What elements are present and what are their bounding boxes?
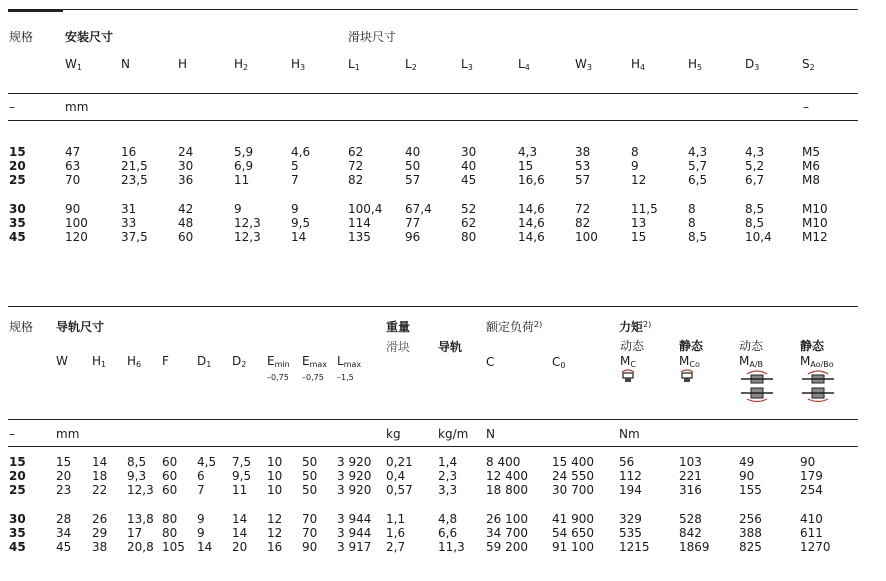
t1-cell: 7 bbox=[291, 173, 299, 187]
t2-dyn1: 动态 bbox=[620, 339, 645, 353]
t2-moment-header: 力矩$^{2)}$ bbox=[619, 320, 652, 334]
t1-cell: 12,3 bbox=[234, 216, 261, 230]
t2-cell: 17 bbox=[127, 526, 143, 540]
t2-mco-label: $M_{Co}$ bbox=[679, 354, 700, 369]
t1-cell: 4,3 bbox=[518, 145, 538, 159]
t1-col-header: $L_1$ bbox=[348, 57, 360, 72]
t2-cell: 1,6 bbox=[386, 526, 406, 540]
t2-cell: 91 100 bbox=[552, 540, 594, 554]
t1-cell: 82 bbox=[348, 173, 364, 187]
moment-maobo-icon bbox=[800, 368, 836, 404]
t2-cell: 34 bbox=[56, 526, 72, 540]
t1-spec-header: 规格 bbox=[9, 30, 34, 44]
t1-row-size: 20 bbox=[9, 159, 26, 173]
t2-cell: 6 bbox=[197, 469, 205, 483]
t1-block-header: 滑块尺寸 bbox=[348, 30, 397, 44]
t1-col-header: $D_3$ bbox=[745, 57, 760, 72]
t2-cell: 3 944 bbox=[337, 526, 372, 540]
t2-cell: 45 bbox=[56, 540, 72, 554]
t2-cell: 2,7 bbox=[386, 540, 406, 554]
t2-col-header: $H_1$ bbox=[92, 354, 107, 369]
t2-cell: 0,21 bbox=[386, 455, 413, 469]
t2-cell: 14 bbox=[92, 455, 108, 469]
t1-unit-mm: mm bbox=[65, 100, 89, 114]
t1-cell: 33 bbox=[121, 216, 137, 230]
t2-cell: 611 bbox=[800, 526, 823, 540]
t2-cell: 388 bbox=[739, 526, 762, 540]
t2-cell: 7 bbox=[197, 483, 205, 497]
t1-cell: 60 bbox=[178, 230, 194, 244]
t1-cell: M5 bbox=[802, 145, 820, 159]
t2-cell: 60 bbox=[162, 469, 178, 483]
t2-cell: 26 bbox=[92, 512, 108, 526]
t2-cell: 4,5 bbox=[197, 455, 217, 469]
table1-top-rule bbox=[8, 9, 858, 10]
t2-cell: 329 bbox=[619, 512, 642, 526]
t1-cell: 6,7 bbox=[745, 173, 765, 187]
t1-col-header: N bbox=[121, 57, 130, 71]
t2-cell: 179 bbox=[800, 469, 823, 483]
t2-cell: 0,4 bbox=[386, 469, 406, 483]
t1-cell: 12 bbox=[631, 173, 647, 187]
t1-row-size: 15 bbox=[9, 145, 26, 159]
t2-unit-rule bbox=[8, 446, 858, 447]
t2-cell: 20 bbox=[232, 540, 248, 554]
t2-col-header: $D_1$ bbox=[197, 354, 212, 369]
t1-cell: 135 bbox=[348, 230, 371, 244]
t2-header-rule bbox=[8, 419, 858, 420]
t1-col-header: H bbox=[178, 57, 188, 71]
t1-cell: 57 bbox=[405, 173, 421, 187]
t1-cell: 15 bbox=[518, 159, 534, 173]
t2-mab-label: $M_{A/B}$ bbox=[739, 354, 764, 369]
t1-col-header: $H_5$ bbox=[688, 57, 703, 72]
t2-cell: 9 bbox=[197, 512, 205, 526]
t2-unit: kg bbox=[386, 427, 401, 441]
t2-cell: 15 400 bbox=[552, 455, 594, 469]
t2-cell: 6,6 bbox=[438, 526, 458, 540]
t2-cell: 26 100 bbox=[486, 512, 528, 526]
t2-cell: 80 bbox=[162, 526, 178, 540]
t2-weight-rail: 导轨 bbox=[438, 340, 463, 354]
t2-cell: 90 bbox=[800, 455, 816, 469]
t2-cell: 1869 bbox=[679, 540, 710, 554]
t2-cell: 18 bbox=[92, 469, 108, 483]
t1-cell: 10,4 bbox=[745, 230, 772, 244]
t2-rail-header: 导轨尺寸 bbox=[56, 320, 105, 334]
t1-col-header: $W_1$ bbox=[65, 57, 82, 72]
t1-cell: 23,5 bbox=[121, 173, 148, 187]
t2-cell: 1270 bbox=[800, 540, 831, 554]
t1-col-header: $H_3$ bbox=[291, 57, 306, 72]
t2-cell: 50 bbox=[302, 455, 318, 469]
t1-cell: 42 bbox=[178, 202, 194, 216]
table2-top-rule bbox=[8, 306, 858, 307]
t1-cell: 8 bbox=[688, 202, 696, 216]
t2-cell: 12 bbox=[267, 512, 283, 526]
t2-cell: 535 bbox=[619, 526, 642, 540]
t2-cell: 7,5 bbox=[232, 455, 252, 469]
t2-row-size: 20 bbox=[9, 469, 26, 483]
t2-cell: 11 bbox=[232, 483, 248, 497]
t1-cell: 63 bbox=[65, 159, 81, 173]
t1-cell: 100,4 bbox=[348, 202, 383, 216]
t1-cell: 11,5 bbox=[631, 202, 658, 216]
t2-unit: – bbox=[9, 427, 15, 441]
t2-cell: 70 bbox=[302, 512, 318, 526]
t1-cell: 6,5 bbox=[688, 173, 708, 187]
t2-cell: 1215 bbox=[619, 540, 650, 554]
t2-cell: 1,4 bbox=[438, 455, 458, 469]
t2-cell: 56 bbox=[619, 455, 635, 469]
t1-cell: 21,5 bbox=[121, 159, 148, 173]
t2-cell: 8 400 bbox=[486, 455, 521, 469]
t2-cell: 10 bbox=[267, 455, 283, 469]
t2-cell: 20,8 bbox=[127, 540, 154, 554]
t1-unit-dash-end: – bbox=[803, 100, 809, 114]
t1-cell: 5,2 bbox=[745, 159, 765, 173]
t1-cell: 9,5 bbox=[291, 216, 311, 230]
t1-cell: 100 bbox=[575, 230, 598, 244]
t1-cell: 16 bbox=[121, 145, 137, 159]
t1-cell: 14,6 bbox=[518, 202, 545, 216]
t2-cell: 9,3 bbox=[127, 469, 147, 483]
t2-cell: 3,3 bbox=[438, 483, 458, 497]
t1-col-header: $S_2$ bbox=[802, 57, 815, 72]
t1-cell: 67,4 bbox=[405, 202, 432, 216]
t2-cell: 50 bbox=[302, 469, 318, 483]
t1-cell: 96 bbox=[405, 230, 421, 244]
t2-cell: 15 bbox=[56, 455, 72, 469]
t1-cell: 47 bbox=[65, 145, 81, 159]
moment-mco-icon bbox=[679, 369, 695, 383]
t2-cell: 3 920 bbox=[337, 483, 372, 497]
t1-cell: M8 bbox=[802, 173, 820, 187]
t2-cell: 8,5 bbox=[127, 455, 147, 469]
t1-cell: 8 bbox=[631, 145, 639, 159]
t2-cell: 12 400 bbox=[486, 469, 528, 483]
t2-col-header: F bbox=[162, 354, 169, 368]
t1-cell: 24 bbox=[178, 145, 194, 159]
t2-cell: 16 bbox=[267, 540, 283, 554]
t2-cell: 60 bbox=[162, 483, 178, 497]
t2-cell: 90 bbox=[302, 540, 318, 554]
t2-col-tolerance: –0,75 bbox=[267, 373, 289, 382]
t2-cell: 4,8 bbox=[438, 512, 458, 526]
t1-cell: 72 bbox=[575, 202, 591, 216]
t1-row-size: 45 bbox=[9, 230, 26, 244]
t2-cell: 1,1 bbox=[386, 512, 406, 526]
t2-row-size: 25 bbox=[9, 483, 26, 497]
t1-header-rule bbox=[8, 93, 858, 94]
t1-cell: 15 bbox=[631, 230, 647, 244]
t2-load-header: 额定负荷$^{2)}$ bbox=[486, 320, 543, 334]
t1-cell: 14,6 bbox=[518, 216, 545, 230]
t1-cell: 114 bbox=[348, 216, 371, 230]
t1-cell: 5,7 bbox=[688, 159, 708, 173]
t1-unit-rule bbox=[8, 120, 858, 121]
t2-cell: 29 bbox=[92, 526, 108, 540]
t1-cell: 38 bbox=[575, 145, 591, 159]
t2-cell: 410 bbox=[800, 512, 823, 526]
t2-weight-block: 滑块 bbox=[386, 340, 411, 354]
t2-cell: 90 bbox=[739, 469, 755, 483]
t2-spec-header: 规格 bbox=[9, 320, 34, 334]
t1-cell: 52 bbox=[461, 202, 477, 216]
t2-cell: 60 bbox=[162, 455, 178, 469]
t1-cell: 14 bbox=[291, 230, 307, 244]
t2-col-header: W bbox=[56, 354, 68, 368]
moment-mab-icon bbox=[739, 368, 775, 404]
t2-unit: Nm bbox=[619, 427, 640, 441]
table1-top-accent bbox=[8, 10, 63, 12]
t1-cell: 9 bbox=[631, 159, 639, 173]
t1-cell: 6,9 bbox=[234, 159, 254, 173]
t1-cell: 9 bbox=[291, 202, 299, 216]
t1-cell: 72 bbox=[348, 159, 364, 173]
t2-cell: 28 bbox=[56, 512, 72, 526]
t2-cell: 0,57 bbox=[386, 483, 413, 497]
t2-cell: 2,3 bbox=[438, 469, 458, 483]
t2-cell: 3 920 bbox=[337, 469, 372, 483]
t2-cell: 34 700 bbox=[486, 526, 528, 540]
t2-cell: 9 bbox=[197, 526, 205, 540]
t2-cell: 80 bbox=[162, 512, 178, 526]
t2-cell: 22 bbox=[92, 483, 108, 497]
t2-cell: 18 800 bbox=[486, 483, 528, 497]
t2-cell: 12 bbox=[267, 526, 283, 540]
t1-cell: 37,5 bbox=[121, 230, 148, 244]
t2-cell: 11,3 bbox=[438, 540, 465, 554]
t1-cell: 80 bbox=[461, 230, 477, 244]
t1-cell: 31 bbox=[121, 202, 137, 216]
t1-mount-header: 安装尺寸 bbox=[65, 30, 114, 44]
t2-col-header: $E_{min}$ bbox=[267, 354, 290, 369]
t1-cell: 30 bbox=[178, 159, 194, 173]
t1-cell: 70 bbox=[65, 173, 81, 187]
t1-cell: 40 bbox=[405, 145, 421, 159]
t1-cell: 57 bbox=[575, 173, 591, 187]
t2-col-header: $E_{max}$ bbox=[302, 354, 328, 369]
t2-unit: N bbox=[486, 427, 495, 441]
t2-cell: 256 bbox=[739, 512, 762, 526]
t2-cell: 842 bbox=[679, 526, 702, 540]
t2-cell: 528 bbox=[679, 512, 702, 526]
t1-cell: 16,6 bbox=[518, 173, 545, 187]
moment-mc-icon bbox=[620, 369, 636, 383]
t2-col-header: $D_2$ bbox=[232, 354, 247, 369]
t2-unit: kg/m bbox=[438, 427, 469, 441]
t2-cell: 316 bbox=[679, 483, 702, 497]
t2-cell: 825 bbox=[739, 540, 762, 554]
t1-cell: 8,5 bbox=[688, 230, 708, 244]
t1-cell: 120 bbox=[65, 230, 88, 244]
t1-cell: 4,3 bbox=[745, 145, 765, 159]
t1-cell: 5 bbox=[291, 159, 299, 173]
t2-cell: 14 bbox=[232, 526, 248, 540]
t2-mc-label: $M_C$ bbox=[620, 354, 636, 369]
t2-stat2: 静态 bbox=[800, 339, 825, 353]
t2-cell: 14 bbox=[232, 512, 248, 526]
t1-cell: 14,6 bbox=[518, 230, 545, 244]
t1-cell: 53 bbox=[575, 159, 591, 173]
t2-cell: 12,3 bbox=[127, 483, 154, 497]
t1-cell: 5,9 bbox=[234, 145, 254, 159]
t1-cell: M10 bbox=[802, 216, 828, 230]
t1-cell: M6 bbox=[802, 159, 820, 173]
t1-unit-dash: – bbox=[9, 100, 15, 114]
t1-cell: 48 bbox=[178, 216, 194, 230]
t2-col-header: $H_6$ bbox=[127, 354, 142, 369]
t1-cell: 13 bbox=[631, 216, 647, 230]
t2-col-tolerance: –1,5 bbox=[337, 373, 354, 382]
t2-cell: 50 bbox=[302, 483, 318, 497]
t2-unit: mm bbox=[56, 427, 80, 441]
t2-cell: 23 bbox=[56, 483, 72, 497]
t1-cell: 8,5 bbox=[745, 216, 765, 230]
t1-cell: 9 bbox=[234, 202, 242, 216]
t2-cell: 3 944 bbox=[337, 512, 372, 526]
t1-col-header: $W_3$ bbox=[575, 57, 592, 72]
t1-cell: 12,3 bbox=[234, 230, 261, 244]
t2-maobo-label: $M_{Ao/Bo}$ bbox=[800, 354, 834, 369]
t2-weight-header: 重量 bbox=[386, 320, 411, 334]
t1-cell: 40 bbox=[461, 159, 477, 173]
t1-cell: M12 bbox=[802, 230, 828, 244]
t2-col-header: $L_{max}$ bbox=[337, 354, 362, 369]
t1-cell: 100 bbox=[65, 216, 88, 230]
t2-c-label: C bbox=[486, 355, 495, 369]
t1-cell: 82 bbox=[575, 216, 591, 230]
t2-cell: 194 bbox=[619, 483, 642, 497]
t1-col-header: $L_3$ bbox=[461, 57, 473, 72]
t2-cell: 30 700 bbox=[552, 483, 594, 497]
t1-col-header: $L_2$ bbox=[405, 57, 417, 72]
t2-cell: 221 bbox=[679, 469, 702, 483]
t2-cell: 38 bbox=[92, 540, 108, 554]
t1-cell: 30 bbox=[461, 145, 477, 159]
t2-cell: 10 bbox=[267, 469, 283, 483]
t2-cell: 49 bbox=[739, 455, 755, 469]
t1-cell: 8,5 bbox=[745, 202, 765, 216]
t2-cell: 13,8 bbox=[127, 512, 154, 526]
t2-cell: 9,5 bbox=[232, 469, 252, 483]
t1-row-size: 30 bbox=[9, 202, 26, 216]
t1-cell: 50 bbox=[405, 159, 421, 173]
t1-cell: 4,6 bbox=[291, 145, 311, 159]
t1-cell: 62 bbox=[461, 216, 477, 230]
t1-cell: 45 bbox=[461, 173, 477, 187]
t1-cell: 77 bbox=[405, 216, 421, 230]
t2-c0-label: $C_0$ bbox=[552, 355, 566, 370]
t2-cell: 3 917 bbox=[337, 540, 372, 554]
t1-col-header: $H_2$ bbox=[234, 57, 249, 72]
t2-row-size: 45 bbox=[9, 540, 26, 554]
t2-stat1: 静态 bbox=[679, 339, 704, 353]
t2-cell: 41 900 bbox=[552, 512, 594, 526]
t2-cell: 70 bbox=[302, 526, 318, 540]
t2-row-size: 30 bbox=[9, 512, 26, 526]
t2-cell: 14 bbox=[197, 540, 213, 554]
t2-cell: 24 550 bbox=[552, 469, 594, 483]
t1-row-size: 25 bbox=[9, 173, 26, 187]
t1-cell: 8 bbox=[688, 216, 696, 230]
t2-row-size: 35 bbox=[9, 526, 26, 540]
t2-cell: 254 bbox=[800, 483, 823, 497]
t1-cell: 4,3 bbox=[688, 145, 708, 159]
t1-cell: 11 bbox=[234, 173, 250, 187]
t2-cell: 105 bbox=[162, 540, 185, 554]
t2-cell: 155 bbox=[739, 483, 762, 497]
t1-cell: 62 bbox=[348, 145, 364, 159]
t2-cell: 10 bbox=[267, 483, 283, 497]
t1-row-size: 35 bbox=[9, 216, 26, 230]
t2-cell: 103 bbox=[679, 455, 702, 469]
t2-row-size: 15 bbox=[9, 455, 26, 469]
t2-cell: 112 bbox=[619, 469, 642, 483]
t2-cell: 54 650 bbox=[552, 526, 594, 540]
t1-cell: 90 bbox=[65, 202, 81, 216]
t1-cell: 36 bbox=[178, 173, 194, 187]
t2-cell: 3 920 bbox=[337, 455, 372, 469]
t1-col-header: $H_4$ bbox=[631, 57, 646, 72]
t1-cell: M10 bbox=[802, 202, 828, 216]
t2-col-tolerance: –0,75 bbox=[302, 373, 324, 382]
t2-dyn2: 动态 bbox=[739, 339, 764, 353]
t2-cell: 59 200 bbox=[486, 540, 528, 554]
t2-cell: 20 bbox=[56, 469, 72, 483]
t1-col-header: $L_4$ bbox=[518, 57, 530, 72]
